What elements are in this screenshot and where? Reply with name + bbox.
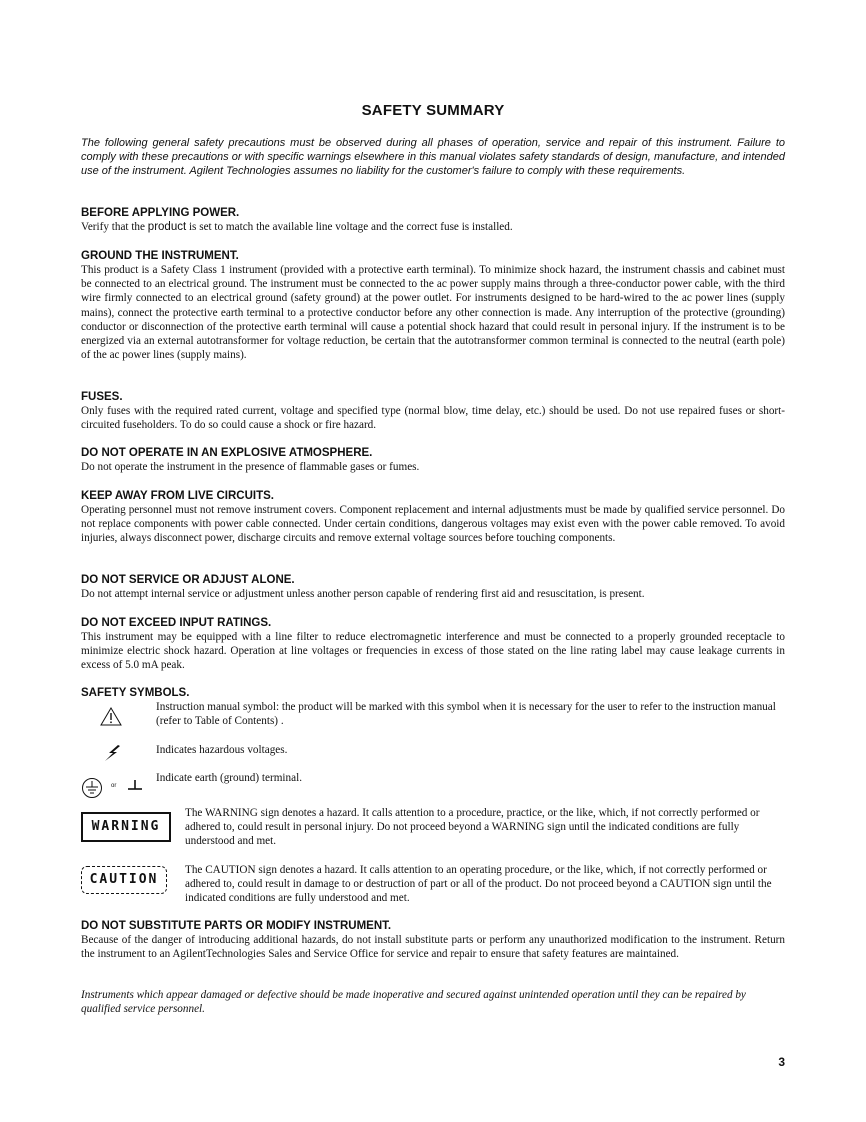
page-title: SAFETY SUMMARY — [361, 102, 505, 119]
section-ground — [81, 249, 785, 362]
section-heading: GROUND THE INSTRUMENT. — [81, 250, 239, 262]
manual-symbol-text: Instruction manual symbol: the product will be marked with this symbol when it is necessary for the user to refer to the instruction manual (refer to Table of Contents) . — [156, 701, 776, 728]
chassis-ground-icon — [127, 779, 143, 798]
section-heading: DO NOT OPERATE IN AN EXPLOSIVE ATMOSPHERE. — [81, 447, 373, 459]
section-substitute — [81, 919, 785, 961]
section-service-alone — [81, 573, 785, 601]
earth-or-label: or — [111, 783, 117, 789]
section-text: Because of the danger of introducing additional hazards, do not install substitute parts or perform any unauthorized modification to the instrument. Return the instrument to an AgilentTechnologies Sales and Service Office for service and repair to ensure that safety features are maintained. — [81, 934, 785, 961]
section-safety-symbols — [81, 686, 785, 700]
text-fragment: Verify that the — [81, 221, 148, 233]
section-explosive — [81, 446, 785, 474]
section-text: This product is a Safety Class 1 instrument (provided with a protective earth terminal). To minimize shock hazard, the instrument chassis and cabinet must be connected to an electrical ground. The instrument must be connected to the ac power supply mains through a three-conductor power cable, with the third wire firmly connected to an electrical ground (safety ground) at the power outlet. For instruments designed to be hard-wired to the ac power lines (supply mains), connect the protective earth terminal to a protective conductor before any other connection is made. Any interruption of the protective (grounding) conductor or disconnection of the protective earth terminal will cause a potential shock hazard that could result in personal injury. If the instrument is to be energized via an external autotransformer for voltage reduction, be certain that the autotransformer common terminal is connected to the neutral (earth pole) of the ac power lines (supply mains). — [81, 264, 785, 362]
section-fuses — [81, 390, 785, 432]
warning-symbol-text: The WARNING sign denotes a hazard. It calls attention to a procedure, practice, or the like, which, if not correctly performed or adhered to, could result in personal injury. Do not proceed beyond a WARNING sign until the indicated conditions are fully understood and met. — [185, 807, 760, 848]
warning-triangle-icon — [100, 707, 122, 731]
caution-symbol-text: The CAUTION sign denotes a hazard. It calls attention to an operating procedure, or the like, which, if not correctly performed or adhered to, could result in damage to or destruction of part or all of the product. Do not proceed beyond a CAUTION sign until the indicated conditions are fully understood and met. — [185, 864, 772, 905]
text-fragment: is set to match the available line voltage and the correct fuse is installed. — [186, 221, 513, 233]
section-text: Do not attempt internal service or adjustment unless another person capable of rendering first aid and resuscitation, is present. — [81, 588, 645, 600]
section-before-power — [81, 206, 785, 234]
warning-sign-box: WARNING — [81, 812, 171, 842]
section-live-circuits — [81, 489, 785, 546]
section-text: Only fuses with the required rated current, voltage and specified type (normal blow, time delay, etc.) should be used. Do not use repaired fuses or short-circuited fuseholders. To do so could cause a shock or fire hazard. — [81, 405, 785, 432]
section-text — [81, 220, 785, 234]
caution-sign-box: CAUTION — [81, 866, 167, 894]
section-input-ratings — [81, 616, 785, 673]
section-text: Do not operate the instrument in the presence of flammable gases or fumes. — [81, 461, 420, 473]
lightning-bolt-icon — [103, 744, 123, 767]
section-text: Operating personnel must not remove instrument covers. Component replacement and internal adjustments must be made by qualified service personnel. Do not replace components with power cable connected. Under certain conditions, dangerous voltages may exist even with the power cable removed. To avoid injuries, always disconnect power, discharge circuits and remove external voltage sources before touching components. — [81, 504, 785, 545]
section-heading: FUSES. — [81, 391, 123, 403]
page-number: 3 — [778, 1055, 785, 1069]
section-heading: DO NOT EXCEED INPUT RATINGS. — [81, 617, 272, 629]
section-heading: BEFORE APPLYING POWER. — [81, 207, 240, 219]
earth-symbol-text: Indicate earth (ground) terminal. — [156, 772, 302, 784]
text-fragment-product: product — [147, 221, 187, 233]
earth-ground-circle-icon — [81, 777, 103, 804]
section-heading: KEEP AWAY FROM LIVE CIRCUITS. — [81, 490, 274, 502]
closing-note: Instruments which appear damaged or defective should be made inoperative and secured against unintended operation until they can be repaired by qualified service personnel. — [81, 989, 746, 1016]
section-heading: DO NOT SUBSTITUTE PARTS OR MODIFY INSTRUMENT. — [81, 920, 392, 932]
voltage-symbol-text: Indicates hazardous voltages. — [156, 744, 288, 756]
section-heading: DO NOT SERVICE OR ADJUST ALONE. — [81, 574, 295, 586]
section-heading: SAFETY SYMBOLS. — [81, 687, 190, 699]
section-text: This instrument may be equipped with a line filter to reduce electromagnetic interference and must be connected to a properly grounded receptacle to minimize electric shock hazard. Operation at line voltages or frequencies in excess of those stated on the line rating label may cause leakage currents in excess of 5.0 mA peak. — [81, 631, 785, 672]
intro-paragraph: The following general safety precautions must be observed during all phases of operation, service and repair of this instrument. Failure to comply with these precautions or with specific warnings elsewhere in this manual violates safety standards of design, manufacture, and intended use of the instrument. Agilent Technologies assumes no liability for the customer's failure to comply with these requirements. — [81, 137, 785, 177]
